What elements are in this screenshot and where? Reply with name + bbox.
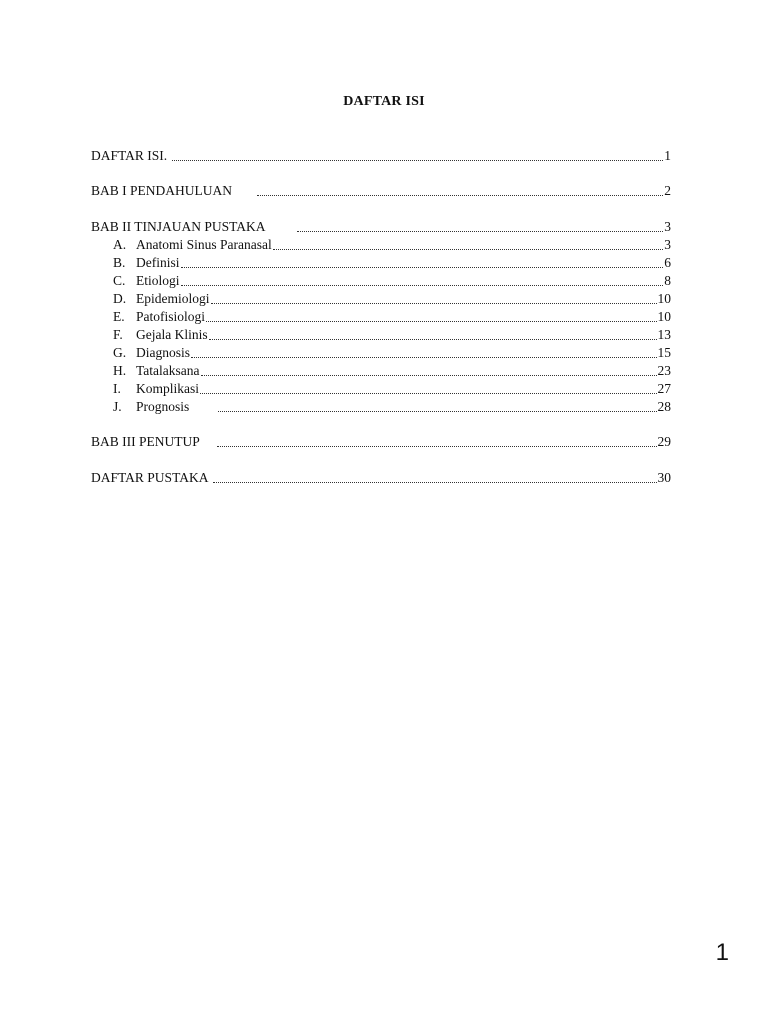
page-number: 1 (715, 939, 729, 966)
page-title: DAFTAR ISI (343, 94, 425, 109)
dot-leader (257, 182, 663, 200)
toc-entry-daftar-pustaka[interactable] (91, 469, 671, 487)
toc-entry-bab-1[interactable] (91, 182, 671, 200)
toc-entry-letter: A. (113, 237, 127, 252)
dot-leader (218, 398, 656, 416)
toc-entry-label: Anatomi Sinus Paranasal (136, 237, 272, 252)
toc-entry-letter: F. (113, 327, 123, 342)
toc-entry-page: 10 (657, 309, 671, 324)
dot-leader (213, 469, 656, 487)
toc-entry-label: BAB II TINJAUAN PUSTAKA (91, 219, 266, 234)
toc-entry-page: 2 (664, 183, 671, 198)
toc-entry-page: 6 (664, 255, 671, 270)
toc-entry-label: Etiologi (136, 273, 180, 288)
toc-entry-2h[interactable] (91, 362, 671, 380)
toc-entry-page: 30 (657, 470, 671, 485)
toc-entry-label: BAB I PENDAHULUAN (91, 183, 232, 198)
toc-entry-letter: B. (113, 255, 126, 270)
toc-entry-page: 15 (657, 345, 671, 360)
toc-entry-label: Definisi (136, 255, 180, 270)
toc-entry-page: 3 (664, 237, 671, 252)
toc-entry-page: 27 (657, 381, 671, 396)
dot-leader (200, 380, 657, 398)
toc-entry-page: 10 (657, 291, 671, 306)
toc-entry-2e[interactable] (91, 308, 671, 326)
toc-entry-2j[interactable] (91, 398, 671, 416)
toc-entry-page: 29 (657, 434, 671, 449)
toc-entry-letter: J. (113, 399, 122, 414)
toc-entry-2d[interactable] (91, 290, 671, 308)
toc-entry-label: Patofisiologi (136, 309, 206, 324)
toc-entry-label: Komplikasi (136, 381, 199, 396)
dot-leader (209, 326, 657, 344)
toc-entry-label: BAB III PENUTUP (91, 434, 200, 449)
toc-entry-letter: C. (113, 273, 126, 288)
toc-entry-label: Gejala Klinis (136, 327, 208, 342)
dot-leader (181, 254, 664, 272)
dot-leader (211, 290, 657, 308)
dot-leader (201, 362, 657, 380)
toc-entry-bab-3[interactable] (91, 433, 671, 451)
dot-leader (217, 433, 657, 451)
toc-entry-label: DAFTAR ISI. (91, 148, 168, 163)
toc-entry-2c[interactable] (91, 272, 671, 290)
toc-entry-letter: I. (113, 381, 121, 396)
toc-entry-page: 1 (664, 148, 671, 163)
dot-leader (297, 218, 664, 236)
toc-entry-2b[interactable] (91, 254, 671, 272)
toc-entry-label: Diagnosis (136, 345, 190, 360)
dot-leader (181, 272, 664, 290)
dot-leader (191, 344, 657, 362)
toc-entry-bab-2[interactable] (91, 218, 671, 236)
toc-entry-page: 3 (664, 219, 671, 234)
toc-entry-2i[interactable] (91, 380, 671, 398)
toc-entry-label: DAFTAR PUSTAKA (91, 470, 209, 485)
toc-entry-page: 8 (664, 273, 671, 288)
toc-entry-daftar-isi[interactable] (91, 147, 671, 165)
toc-entry-label: Prognosis (136, 399, 190, 414)
toc-entry-2f[interactable] (91, 326, 671, 344)
dot-leader (172, 147, 663, 165)
dot-leader (206, 308, 656, 326)
toc-entry-page: 23 (657, 363, 671, 378)
toc-entry-page: 28 (657, 399, 671, 414)
toc-entry-label: Epidemiologi (136, 291, 210, 306)
toc-entry-letter: E. (113, 309, 125, 324)
toc-entry-letter: G. (113, 345, 127, 360)
toc-entry-2a[interactable] (91, 236, 671, 254)
toc-entry-2g[interactable] (91, 344, 671, 362)
toc-entry-letter: H. (113, 363, 127, 378)
toc-entry-page: 13 (657, 327, 671, 342)
toc-entry-label: Tatalaksana (136, 363, 200, 378)
toc-entry-letter: D. (113, 291, 127, 306)
dot-leader (273, 236, 664, 254)
